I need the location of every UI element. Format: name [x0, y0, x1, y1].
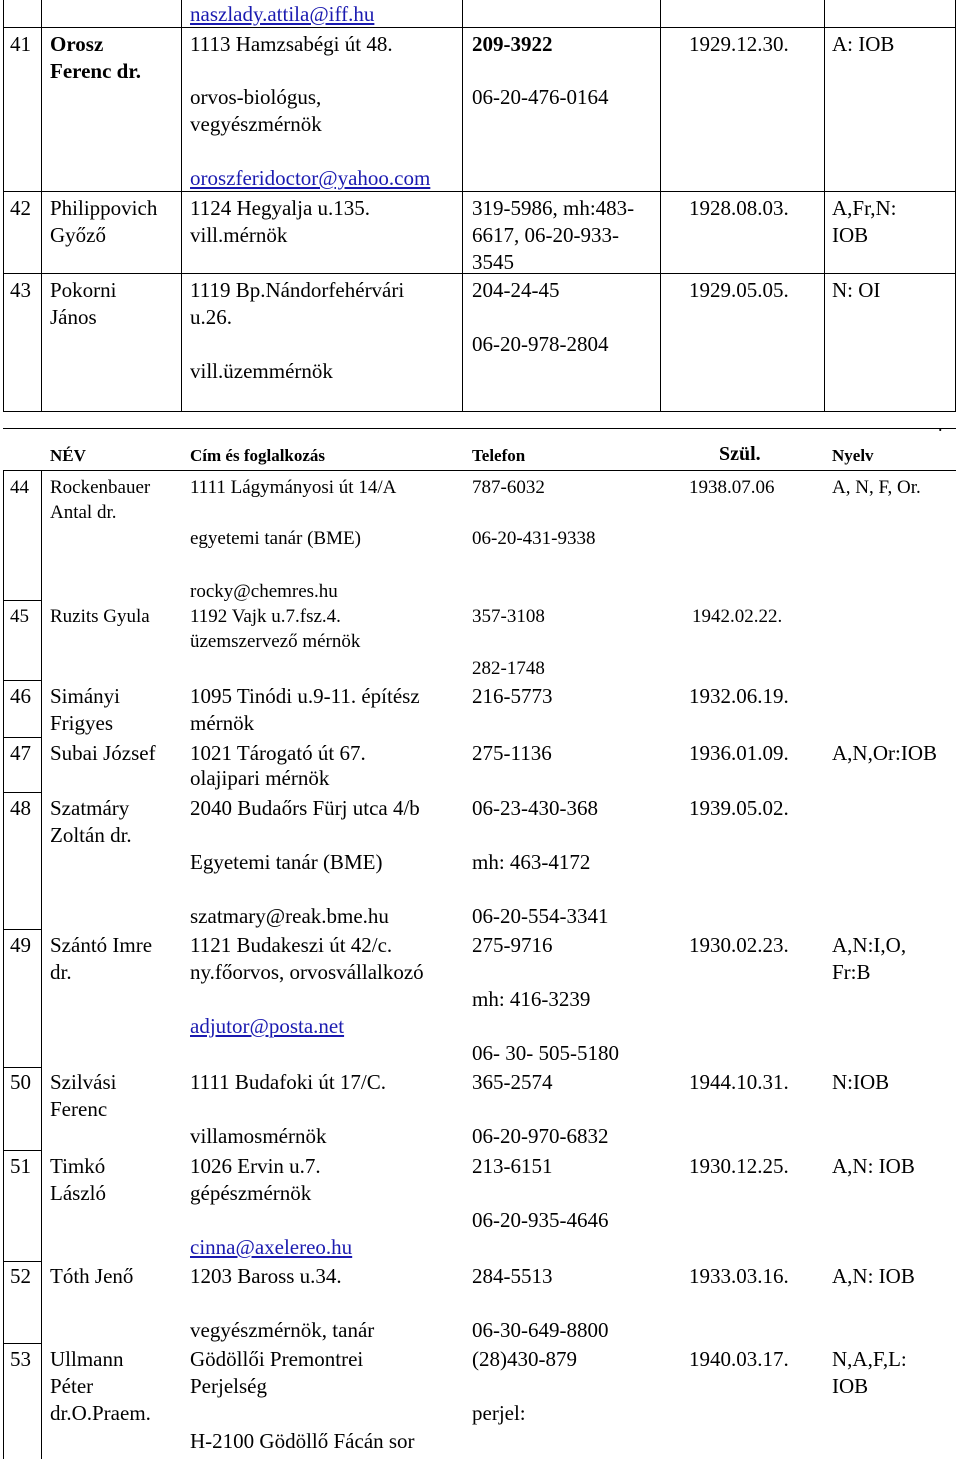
phone: 06-20-970-6832: [472, 1124, 609, 1148]
row-number: 52: [10, 1264, 31, 1288]
header-dot: .: [938, 415, 943, 435]
phone: 275-9716: [472, 933, 553, 957]
table-border-col1: [41, 0, 42, 411]
table-row-line: [3, 1067, 42, 1068]
occupation-line: orvos-biológus,: [190, 85, 322, 109]
column-header-language: Nyelv: [832, 446, 874, 465]
birth-date: 1930.12.25.: [689, 1154, 789, 1178]
languages: A, N, F, Or.: [832, 477, 921, 498]
person-name: Szatmáry: [50, 796, 130, 820]
occupation-line: Egyetemi tanár (BME): [190, 850, 383, 874]
person-name: Zoltán dr.: [50, 823, 132, 847]
email-link[interactable]: cinna@axelereo.hu: [190, 1235, 353, 1259]
occupation-line: vegyészmérnök, tanár: [190, 1318, 375, 1342]
person-name: László: [50, 1181, 106, 1205]
phone: 216-5773: [472, 684, 553, 708]
address-line: 1124 Hegyalja u.135.: [190, 196, 371, 220]
table-row-line: [3, 27, 956, 28]
person-name: dr.O.Praem.: [50, 1401, 151, 1425]
phone: 3545: [472, 250, 514, 274]
birth-date: 1940.03.17.: [689, 1347, 789, 1371]
languages: IOB: [832, 1374, 869, 1398]
phone: 213-6151: [472, 1154, 553, 1178]
person-name: János: [50, 305, 97, 329]
table-border-col1: [41, 470, 42, 1459]
table-border-col5: [824, 0, 825, 411]
birth-date: 1928.08.03.: [689, 196, 789, 220]
table-row-line: [3, 1261, 42, 1262]
phone: 275-1136: [472, 741, 552, 765]
column-header-born: Szül.: [719, 443, 761, 465]
phone: 357-3108: [472, 606, 545, 627]
table-row-line: [3, 411, 956, 412]
table-row-line: [3, 929, 42, 930]
phone: 06-20-476-0164: [472, 85, 609, 109]
row-number: 48: [10, 796, 31, 820]
phone: 06-20-431-9338: [472, 528, 596, 549]
person-name: Ferenc dr.: [50, 59, 141, 83]
phone: 319-5986, mh:483-: [472, 196, 635, 220]
languages: A,N,Or:IOB: [832, 741, 937, 765]
row-number: 46: [10, 684, 31, 708]
table-row-line: [3, 600, 42, 601]
occupation-line: mérnök: [190, 711, 255, 735]
row-number: 45: [10, 606, 29, 627]
row-number: 53: [10, 1347, 31, 1371]
table-row-line: [3, 792, 42, 793]
column-header-address: Cím és foglalkozás: [190, 446, 326, 465]
address-line: 2040 Budaőrs Fürj utca 4/b: [190, 796, 420, 820]
address-line: 1026 Ervin u.7.: [190, 1154, 321, 1178]
phone: 06-30-649-8800: [472, 1318, 609, 1342]
occupation-line: gépészmérnök: [190, 1181, 312, 1205]
phone: 365-2574: [472, 1070, 553, 1094]
person-name: Philippovich: [50, 196, 158, 220]
phone: mh: 463-4172: [472, 850, 591, 874]
languages: A,Fr,N:: [832, 196, 897, 220]
email-text: rocky@chemres.hu: [190, 581, 338, 602]
table-row-line: [3, 680, 42, 681]
person-name: Győző: [50, 223, 106, 247]
languages: N:IOB: [832, 1070, 890, 1094]
birth-date: 1938.07.06: [689, 477, 775, 498]
phone: 282-1748: [472, 658, 545, 679]
address-line: Perjelség: [190, 1374, 267, 1398]
person-name: Pokorni: [50, 278, 117, 302]
person-name: Rockenbauer: [50, 477, 151, 498]
table-row-line: [3, 737, 42, 738]
row-number: 43: [10, 278, 31, 302]
row-number: 44: [10, 477, 29, 498]
row-number: 41: [10, 32, 31, 56]
person-name: Ruzits Gyula: [50, 606, 150, 627]
phone: 06-20-935-4646: [472, 1208, 609, 1232]
birth-date: 1930.02.23.: [689, 933, 789, 957]
birth-date: 1929.05.05.: [689, 278, 789, 302]
birth-date: 1939.05.02.: [689, 796, 789, 820]
birth-date: 1932.06.19.: [689, 684, 789, 708]
phone: 209-3922: [472, 32, 553, 56]
row-number: 49: [10, 933, 31, 957]
person-name: Subai József: [50, 741, 156, 765]
person-name: Simányi: [50, 684, 121, 708]
column-header-phone: Telefon: [472, 446, 526, 465]
occupation-line: vill.mérnök: [190, 223, 288, 247]
person-name: Szántó Imre: [50, 933, 153, 957]
person-name: Frigyes: [50, 711, 113, 735]
occupation-line: villamosmérnök: [190, 1124, 327, 1148]
row-number: 47: [10, 741, 31, 765]
person-name: Péter: [50, 1374, 94, 1398]
person-name: Ullmann: [50, 1347, 124, 1371]
address-line: H-2100 Gödöllő Fácán sor: [190, 1429, 415, 1453]
phone: mh: 416-3239: [472, 987, 591, 1011]
row-number: 51: [10, 1154, 31, 1178]
address-line: 1192 Vajk u.7.fsz.4.: [190, 606, 341, 627]
languages: IOB: [832, 223, 869, 247]
table-border-right: [955, 0, 956, 411]
phone: 787-6032: [472, 477, 545, 498]
occupation-line: vegyészmérnök: [190, 112, 322, 136]
phone: perjel:: [472, 1401, 526, 1425]
address-line: 1021 Tárogató út 67.: [190, 741, 366, 765]
languages: A,N: IOB: [832, 1154, 915, 1178]
languages: A,N:I,O,: [832, 933, 907, 957]
table-row-line: [3, 428, 956, 429]
phone: 284-5513: [472, 1264, 553, 1288]
address-line: 1203 Baross u.34.: [190, 1264, 342, 1288]
phone: (28)430-879: [472, 1347, 577, 1371]
address-line: 1111 Budafoki út 17/C.: [190, 1070, 386, 1094]
languages: A: IOB: [832, 32, 895, 56]
address-line: 1119 Bp.Nándorfehérvári: [190, 278, 405, 302]
birth-date: 1936.01.09.: [689, 741, 789, 765]
address-line: 1111 Lágymányosi út 14/A: [190, 477, 397, 498]
address-line: 1095 Tinódi u.9-11. építész: [190, 684, 420, 708]
birth-date: 1933.03.16.: [689, 1264, 789, 1288]
phone: 06-20-978-2804: [472, 332, 609, 356]
person-name: Tóth Jenő: [50, 1264, 134, 1288]
phone: 6617, 06-20-933-: [472, 223, 619, 247]
table-row-line: [3, 191, 956, 192]
address-line: u.26.: [190, 305, 232, 329]
languages: Fr:B: [832, 960, 871, 984]
email-link[interactable]: naszlady.attila@iff.hu: [190, 2, 375, 26]
languages: N,A,F,L:: [832, 1347, 907, 1371]
table-row-line: [3, 1150, 42, 1151]
occupation-line: vill.üzemmérnök: [190, 359, 333, 383]
email-link[interactable]: oroszferidoctor@yahoo.com: [190, 166, 431, 190]
table-border-col3: [462, 0, 463, 411]
person-name: Ferenc: [50, 1097, 108, 1121]
table-border-left: [3, 0, 4, 411]
table-row-line: [3, 470, 956, 471]
occupation-line: egyetemi tanár (BME): [190, 528, 361, 549]
email-link[interactable]: adjutor@posta.net: [190, 1014, 345, 1038]
column-header-name: NÉV: [50, 446, 86, 465]
table-border-col4: [660, 0, 661, 411]
phone: 06-20-554-3341: [472, 904, 609, 928]
birth-date: 1944.10.31.: [689, 1070, 789, 1094]
row-number: 50: [10, 1070, 31, 1094]
person-name: Timkó: [50, 1154, 106, 1178]
occupation-line: üzemszervező mérnök: [190, 631, 361, 652]
occupation-line: ny.főorvos, orvosvállalkozó: [190, 960, 424, 984]
address-line: 1113 Hamzsabégi út 48.: [190, 32, 393, 56]
languages: N: OI: [832, 278, 881, 302]
row-number: 42: [10, 196, 31, 220]
birth-date: 1942.02.22.: [692, 606, 783, 627]
occupation-line: olajipari mérnök: [190, 766, 330, 790]
phone: 06- 30- 505-5180: [472, 1041, 619, 1065]
table-row-line: [3, 1343, 42, 1344]
person-name: Szilvási: [50, 1070, 117, 1094]
languages: A,N: IOB: [832, 1264, 915, 1288]
address-line: Gödöllői Premontrei: [190, 1347, 364, 1371]
table-border-col2: [181, 0, 182, 411]
table-border-left: [3, 470, 4, 1459]
person-name: dr.: [50, 960, 72, 984]
person-name: Orosz: [50, 32, 104, 56]
birth-date: 1929.12.30.: [689, 32, 789, 56]
email-text: szatmary@reak.bme.hu: [190, 904, 389, 928]
person-name: Antal dr.: [50, 502, 117, 523]
address-line: 1121 Budakeszi út 42/c.: [190, 933, 393, 957]
phone: 06-23-430-368: [472, 796, 598, 820]
phone: 204-24-45: [472, 278, 560, 302]
